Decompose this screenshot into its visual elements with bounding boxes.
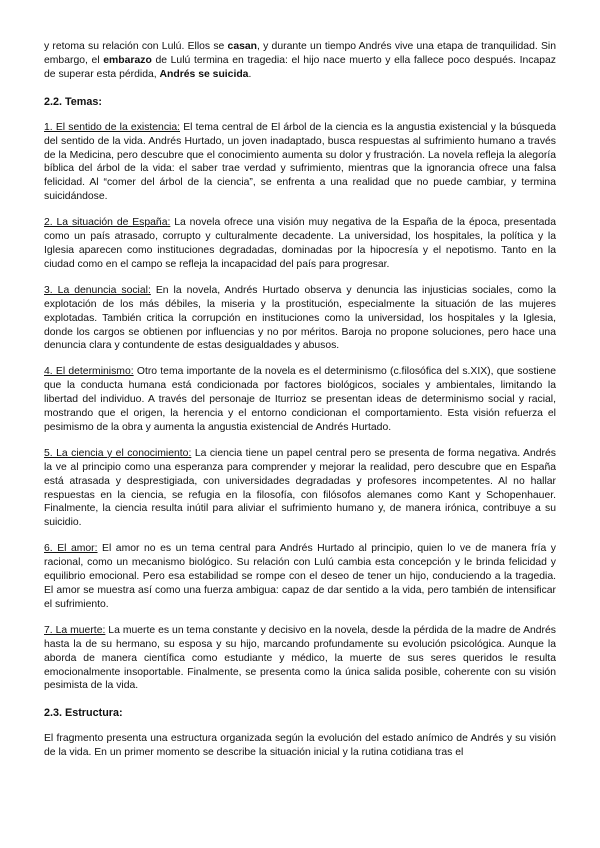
- tema-paragraph-2: [44, 216, 556, 272]
- intro-text-2: , y durante un tiempo Andrés vive una etapa de tranquilidad. Sin embargo, el: [44, 41, 556, 66]
- tema-paragraph-3: [44, 284, 556, 354]
- tema-body-3: En la novela, Andrés Hurtado observa y denuncia las injusticias sociales, como la explotación de los más débiles, la miseria y la prostitución, especialmente la situación de las mujeres explotadas. También critica la corrupción en instituciones como la universidad, los hospitales y la Iglesia, donde los cargos se obtienen por influencias y no por méritos. Baroja no propone soluciones, pero hace una denuncia clara y contundente de estas desigualdades y abusos.: [44, 284, 556, 352]
- intro-text-1: y retoma su relación con Lulú. Ellos se: [44, 41, 228, 52]
- tema-title-6: 6. El amor:: [44, 543, 98, 555]
- tema-title-3: 3. La denuncia social:: [44, 284, 151, 296]
- tema-body-1: El tema central de El árbol de la ciencia es la angustia existencial y la búsqueda del sentido de la vida. Andrés Hurtado, un joven inadaptado, busca respuestas al sufrimiento humano a través de la Medicina, pero descubre que el conocimiento aumenta su dolor y frustración. La novela refleja la alegoría bíblica del árbol de la vida: el saber trae verdad y sufrimiento, mientras que la ignorancia ofrece una falsa felicidad. Al “comer del árbol de la ciencia”, se enfrenta a una realidad que no puede cambiar, y termina suicidándose.: [44, 121, 556, 203]
- estructura-paragraph: El fragmento presenta una estructura organizada según la evolución del estado anímico de Andrés y su visión de la vida. En un primer momento se describe la situación inicial y la rutina cotidiana tras el: [44, 733, 556, 759]
- intro-bold-suicida: Andrés se suicida: [159, 68, 249, 80]
- intro-text-3: de Lulú termina en tragedia: el hijo nace muerto y ella fallece poco después. Incapaz de superar esta pérdida,: [44, 54, 556, 80]
- temas-heading: 2.2. Temas:: [44, 95, 103, 108]
- tema-body-7: La muerte es un tema constante y decisivo en la novela, desde la pérdida de la madre de Andrés hasta la de su hermano, su esposa y su hijo, marcando profundamente su evolución psicológica. Aunque la aborda de manera científica como estudiante y médico, la muerte de sus seres queridos le resulta emocionalmente insoportable. Finalmente, se presenta como la única salida posible, coherente con su visión pesimista de la vida.: [44, 624, 556, 692]
- tema-title-7: 7. La muerte:: [44, 624, 106, 636]
- tema-paragraph-6: [44, 542, 556, 612]
- tema-title-4: 4. El determinismo:: [44, 366, 134, 378]
- tema-paragraph-1: [44, 121, 556, 204]
- estructura-heading: 2.3. Estructura:: [44, 707, 123, 720]
- tema-paragraph-7: [44, 624, 556, 694]
- intro-text-4: .: [248, 68, 252, 80]
- intro-bold-embarazo: embarazo: [103, 54, 152, 66]
- tema-body-2: La novela ofrece una visión muy negativa de la España de la época, presentada como un país atrasado, corrupto y culturalmente decadente. La universidad, los hospitales, la política y la Iglesia aparecen como instituciones degradadas, dominadas por la hipocresía y el nepotismo. Tanto en la ciudad como en el campo se refleja la incapacidad del país para progresar.: [44, 217, 556, 270]
- tema-title-5: 5. La ciencia y el conocimiento:: [44, 447, 192, 459]
- tema-body-4: Otro tema importante de la novela es el determinismo (c.filosófica del s.XIX), que sostiene que la conducta humana está condicionada por factores biológicos, sociales y ambientales, limitando la libertad del individuo. A través del personaje de Iturrioz se presentan ideas de determinismo social y racial, mostrando que el origen, la herencia y el entorno condicionan el comportamiento. Esta visión refuerza el pesimismo de la obra y aumenta la angustia existencial de Andrés Hurtado.: [44, 366, 556, 433]
- tema-body-6: El amor no es un tema central para Andrés Hurtado al principio, quien lo ve de manera fría y racional, como un mecanismo biológico. Su relación con Lulú cambia esta concepción y le brinda felicidad y equilibrio emocional. Pero esa estabilidad se rompe con el deseo de tener un hijo, conduciendo a la tragedia. El amor se muestra así como una fuerza ambigua: capaz de dar sentido a la vida, pero también de intensificar el sufrimiento.: [44, 543, 556, 610]
- tema-paragraph-4: [44, 365, 556, 435]
- tema-title-2: 2. La situación de España:: [44, 217, 171, 229]
- intro-paragraph: [44, 40, 556, 82]
- intro-bold-casan: casan: [227, 41, 258, 52]
- tema-paragraph-5: [44, 447, 556, 530]
- tema-title-1: 1. El sentido de la existencia:: [44, 121, 181, 133]
- tema-body-5: La ciencia tiene un papel central pero se presenta de forma negativa. Andrés la ve al principio como una esperanza para comprender y mejorar la realidad, pero descubre que en España está atrasada y desprestigiada, con universidades degradadas y profesores incompetentes. Al no hallar respuestas en la ciencia, se refugia en la filosofía, con filósofos alemanes como Kant y Schopenhauer. Finalmente, la ciencia resulta inútil para aliviar el sufrimiento humano y, de manera irónica, contribuye a su suicidio.: [44, 447, 556, 529]
